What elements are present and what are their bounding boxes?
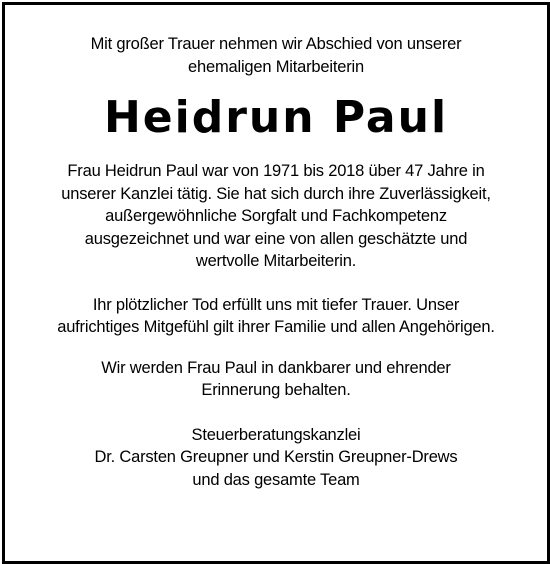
condolence-line-2: aufrichtiges Mitgefühl gilt ihrer Familie und allen Angehörigen. <box>57 318 495 336</box>
tribute-paragraph <box>5 160 547 273</box>
tribute-line-5: wertvolle Mitarbeiterin. <box>195 252 357 270</box>
signature-names: Dr. Carsten Greupner und Kerstin Greupner-Drews <box>94 448 458 466</box>
condolence-line-1: Ihr plötzlicher Tod erfüllt uns mit tiefer Trauer. Unser <box>92 295 460 314</box>
remembrance-line-1: Wir werden Frau Paul in dankbarer und ehrender <box>101 358 451 377</box>
tribute-line-2: unserer Kanzlei tätig. Sie hat sich durch ihre Zuverlässigkeit, <box>61 184 491 203</box>
tribute-line-4: ausgezeichnet und war eine von allen geschätzte und <box>84 229 468 248</box>
remembrance-paragraph <box>5 357 547 402</box>
condolence-paragraph <box>5 294 547 339</box>
signature-team: und das gesamte Team <box>192 470 360 489</box>
signature-block <box>5 424 547 492</box>
tribute-line-3: außergewöhnliche Sorgfalt und Fachkompetenz <box>105 207 447 225</box>
intro-text <box>5 33 547 78</box>
obituary-notice <box>2 2 550 564</box>
tribute-line-1: Frau Heidrun Paul war von 1971 bis 2018 über 47 Jahre in <box>67 162 485 180</box>
intro-line-1: Mit großer Trauer nehmen wir Abschied von unserer <box>90 35 462 53</box>
notice-content <box>5 5 547 491</box>
intro-line-2: ehemaligen Mitarbeiterin <box>188 57 364 76</box>
signature-firm: Steuerberatungskanzlei <box>191 425 361 444</box>
remembrance-line-2: Erinnerung behalten. <box>201 381 351 399</box>
deceased-name: Heidrun Paul <box>103 92 449 143</box>
